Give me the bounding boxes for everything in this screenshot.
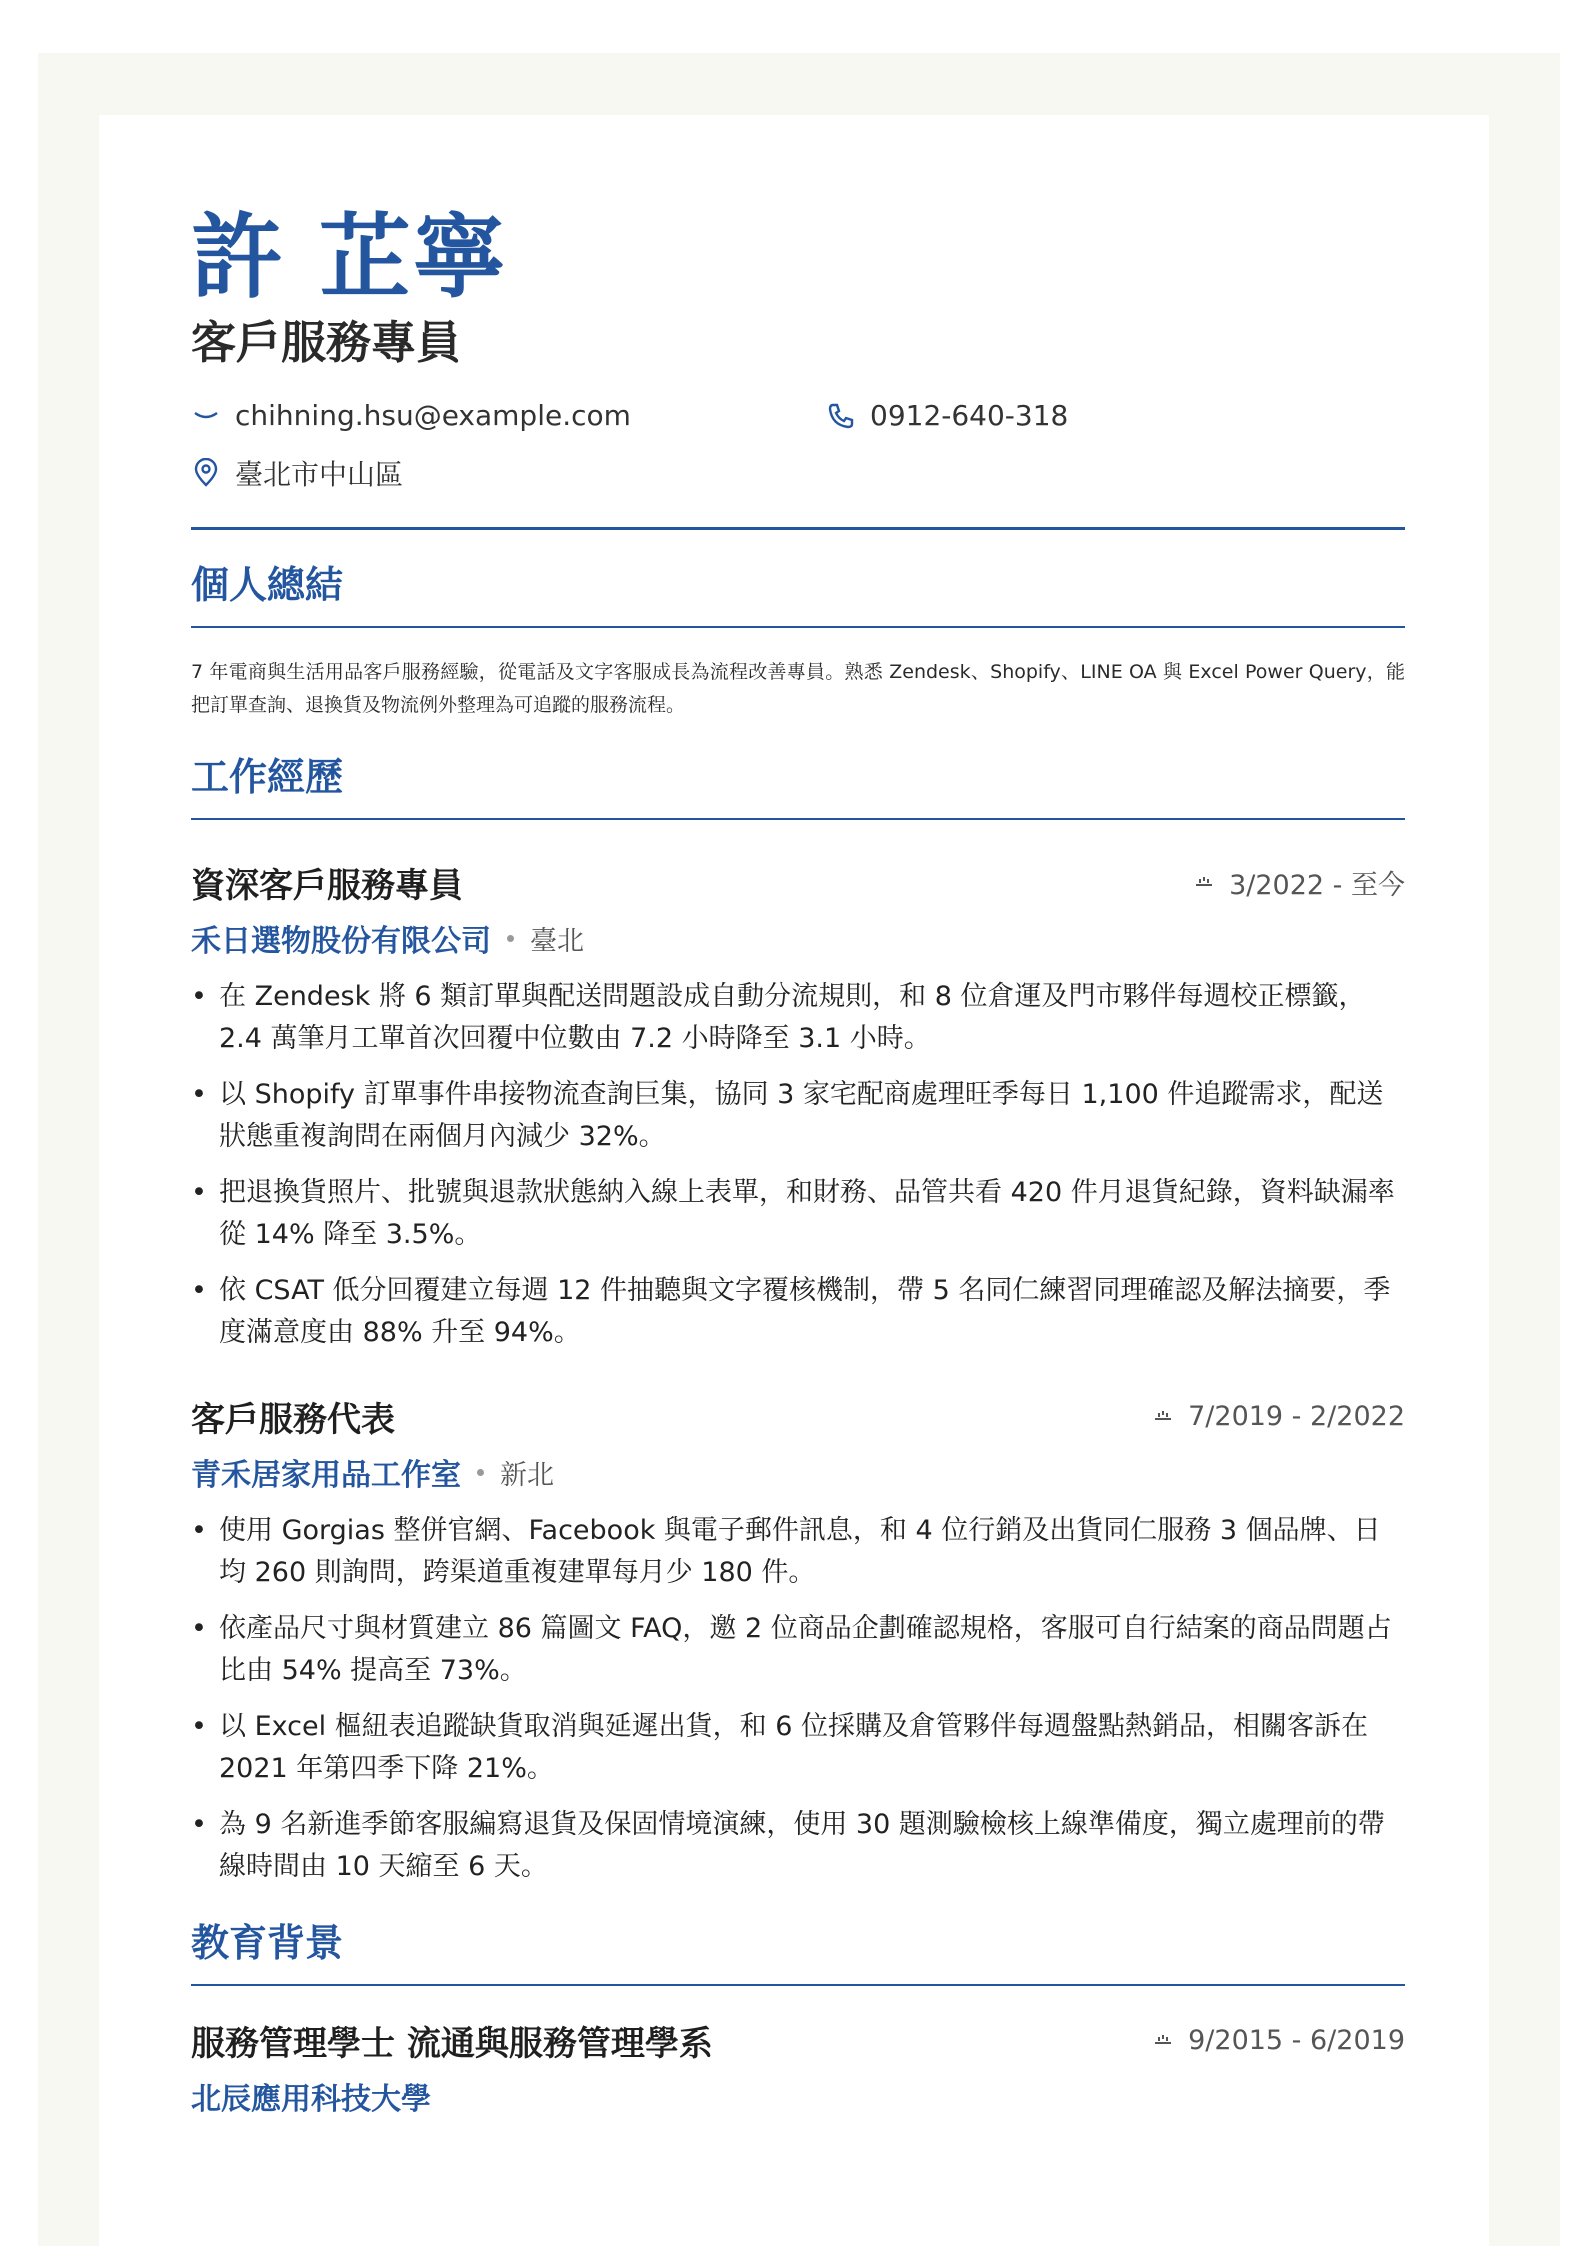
summary-text: 7 年電商與生活用品客戶服務經驗，從電話及文字客服成長為流程改善專員。熟悉 Zendesk、Shopify、LINE OA 與 Excel Power Query，能把訂單查詢、退換貨及物流例外整理為可追蹤的服務流程。 [191,661,1405,716]
degree-title: 服務管理學士 流通與服務管理學系 [191,2023,713,2064]
resume-page [99,115,1489,2246]
list-item: • 依 CSAT 低分回覆建立每週 12 件抽聽與文字覆核機制，帶 5 名同仁練習同理確認及解法摘要，季度滿意度由 88% 升至 94%。 [191,1270,1405,1354]
location-text: 臺北市中山區 [235,458,404,491]
contact-phone[interactable] [826,399,1068,432]
job-title: 客戶服務代表 [191,1399,395,1440]
candidate-name: 許 芷寧 [191,204,508,311]
list-item: • 在 Zendesk 將 6 類訂單與配送問題設成自動分流規則，和 8 位倉運及門市夥伴每週校正標籤，2.4 萬筆月工單首次回覆中位數由 7.2 小時降至 3.1 小時。 [191,976,1405,1060]
job-entry [191,1394,1405,1888]
company-city: 新北 [500,1459,554,1491]
email-text: chihning.hsu@example.com [235,399,631,432]
school-name: 北辰應用科技大學 [191,2082,431,2117]
list-item: • 為 9 名新進季節客服編寫退貨及保固情境演練，使用 30 題測驗檢核上線準備度，獨立處理前的帶線時間由 10 天縮至 6 天。 [191,1804,1405,1888]
education-date [1152,2025,1405,2056]
job-date [1152,1401,1405,1432]
list-item: • 依產品尺寸與材質建立 86 篇圖文 FAQ，邀 2 位商品企劃確認規格，客服可自行結案的商品問題占比由 54% 提高至 73%。 [191,1608,1405,1692]
section-title-experience: 工作經歷 [191,752,1405,820]
list-item: • 把退換貨照片、批號與退款狀態納入線上表單，和財務、品管共看 420 件月退貨紀錄，資料缺漏率從 14% 降至 3.5%。 [191,1172,1405,1256]
section-title-education: 教育背景 [191,1918,1405,1986]
education-date-text: 9/2015 - 6/2019 [1188,2024,1405,2056]
list-item: • 使用 Gorgias 整併官網、Facebook 與電子郵件訊息，和 4 位行銷及出貨同仁服務 3 個品牌、日均 260 則詢問，跨渠道重複建單每月少 180 件。 [191,1510,1405,1594]
company-name: 禾日選物股份有限公司 [191,924,491,959]
contact-block [191,399,1405,509]
company-name: 青禾居家用品工作室 [191,1458,461,1493]
calendar-icon [1152,2029,1174,2051]
contact-location [191,453,403,493]
list-item: • 以 Excel 樞紐表追蹤缺貨取消與延遲出貨，和 6 位採購及倉管夥伴每週盤點熱銷品，相關客訴在 2021 年第四季下降 21%。 [191,1706,1405,1790]
resume-content [191,203,1405,2116]
location-pin-icon [191,458,221,488]
job-entry [191,860,1405,1354]
company-city: 臺北 [530,925,584,957]
job-date-text: 7/2019 - 2/2022 [1188,1400,1405,1432]
candidate-role: 客戶服務專員 [191,316,462,369]
phone-text: 0912-640-318 [870,399,1069,432]
education-entry [191,2018,1405,2116]
list-item: • 以 Shopify 訂單事件串接物流查詢巨集，協同 3 家宅配商處理旺季每日 1,100 件追蹤需求，配送狀態重複詢問在兩個月內減少 32%。 [191,1074,1405,1158]
job-title: 資深客戶服務專員 [191,865,463,906]
separator-dot [477,1469,484,1476]
job-date-text: 3/2022 - 至今 [1229,869,1405,901]
contact-email[interactable] [191,399,631,432]
chevron-down-icon [191,401,221,431]
phone-icon [826,401,856,431]
header-divider [191,527,1405,530]
job-date [1193,863,1405,902]
calendar-icon [1152,1405,1174,1427]
calendar-icon [1193,871,1215,893]
job-bullets [191,1510,1405,1888]
job-bullets [191,976,1405,1354]
section-title-summary: 個人總結 [191,560,1405,628]
separator-dot [507,935,514,942]
